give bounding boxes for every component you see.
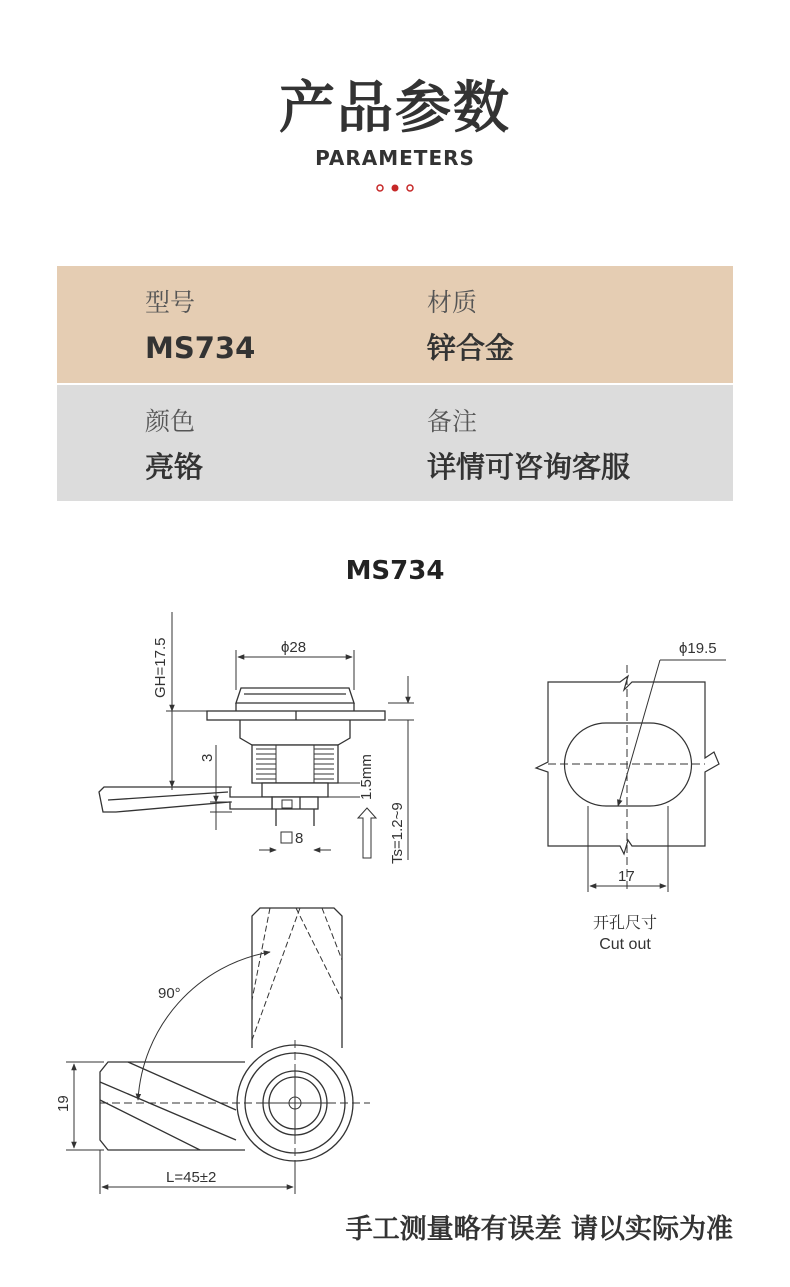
dim-ts: Ts=1.2~9 xyxy=(389,802,406,864)
param-color-label: 颜色 xyxy=(145,407,196,436)
param-model-value: MS734 xyxy=(145,331,256,365)
dim-length: L=45±2 xyxy=(166,1169,217,1186)
dim-phi195: ϕ19.5 xyxy=(679,640,717,657)
page-subtitle: PARAMETERS xyxy=(315,146,475,170)
dim-one-five: 1.5mm xyxy=(358,754,375,800)
dim-ninety: 90° xyxy=(158,985,181,1002)
dim-nineteen: 19 xyxy=(55,1095,72,1112)
param-material-value: 锌合金 xyxy=(427,331,515,365)
param-model-label: 型号 xyxy=(145,288,196,317)
dim-gh: GH=17.5 xyxy=(152,637,169,698)
lock-front-view xyxy=(100,908,370,1168)
dim-three: 3 xyxy=(199,753,216,762)
param-remark-label: 备注 xyxy=(427,407,478,436)
dim-phi28: ϕ28 xyxy=(281,639,307,656)
param-color-value: 亮铬 xyxy=(145,450,204,484)
dim-square8: 8 xyxy=(295,830,304,847)
cutout-label-cn: 开孔尺寸 xyxy=(592,913,657,932)
cutout-view xyxy=(536,660,726,892)
param-material-label: 材质 xyxy=(427,288,478,317)
dim-seventeen: 17 xyxy=(618,868,635,885)
lock-side-view xyxy=(99,688,385,826)
footer-note: 手工测量略有误差 请以实际为准 xyxy=(345,1214,733,1245)
param-remark-value: 详情可咨询客服 xyxy=(427,450,631,484)
drawing-model-title: MS734 xyxy=(345,556,445,586)
cutout-label-en: Cut out xyxy=(599,936,651,953)
page-title: 产品参数 xyxy=(279,76,511,141)
